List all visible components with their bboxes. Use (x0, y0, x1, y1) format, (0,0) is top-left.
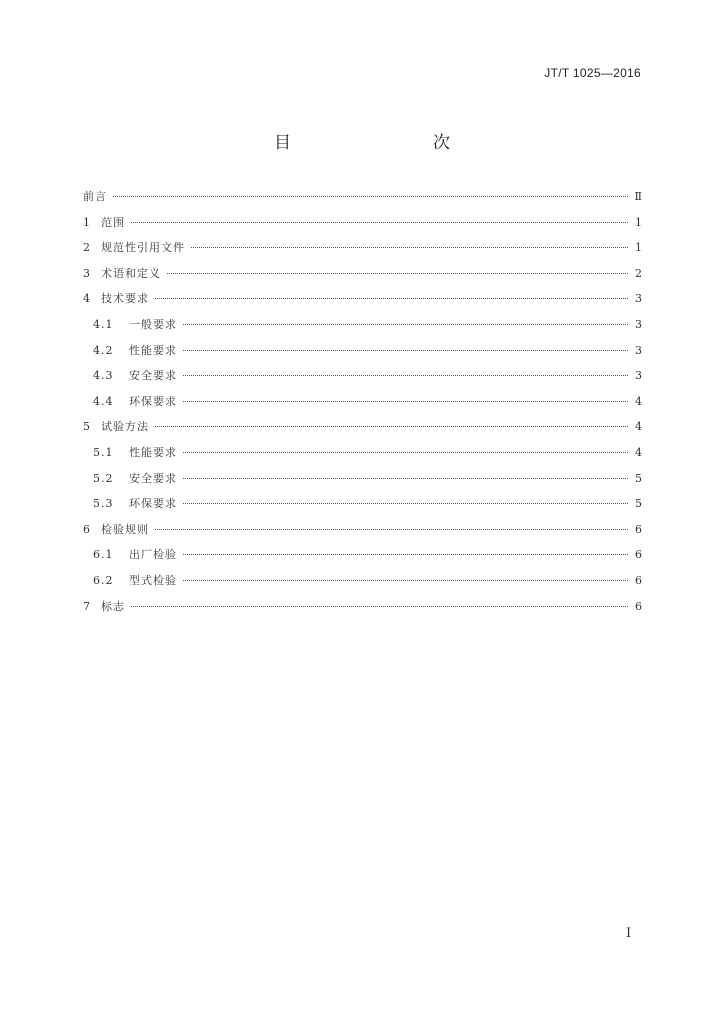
toc-dot-leader (131, 606, 628, 607)
toc-entry[interactable] (83, 342, 642, 368)
toc-entry[interactable] (83, 290, 642, 316)
toc-entry-label: 标志 (101, 599, 125, 613)
standard-code: JT/T 1025—2016 (544, 66, 641, 80)
toc-entry-number: 7 (83, 599, 90, 613)
toc-entry-label: 安全要求 (129, 369, 177, 383)
toc-entry-page: 2 (635, 266, 642, 280)
toc-entry-page: 3 (635, 343, 642, 357)
toc-entry-page: 4 (635, 394, 642, 408)
toc-entry-page: 6 (635, 522, 642, 536)
toc-entry[interactable] (83, 470, 642, 496)
toc-dot-leader (167, 273, 628, 274)
toc-entry[interactable] (83, 367, 642, 393)
toc-entry-number: 5.1 (93, 445, 114, 459)
toc-dot-leader (183, 401, 628, 402)
toc-entry[interactable] (83, 444, 642, 470)
toc-entry-label: 术语和定义 (101, 266, 161, 280)
toc-dot-leader (155, 298, 628, 299)
toc-dot-leader (183, 580, 628, 581)
toc-entry-number: 4.1 (93, 317, 114, 331)
toc-dot-leader (183, 324, 628, 325)
toc-entry-label: 技术要求 (101, 292, 149, 306)
toc-entry-number: 4.3 (93, 369, 114, 383)
toc-entry-label: 前言 (83, 190, 107, 203)
toc-entry-number: 5.3 (93, 497, 114, 511)
toc-entry-number: 4 (83, 292, 90, 306)
toc-entry-number: 4.4 (93, 394, 114, 408)
toc-entry[interactable] (83, 521, 642, 547)
toc-entry-label: 性能要求 (129, 343, 177, 357)
toc-dot-leader (183, 375, 628, 376)
toc-entry-number: 6.2 (93, 573, 114, 587)
toc-entry[interactable] (83, 393, 642, 419)
page-title: 目 次 (274, 133, 486, 153)
toc-entry-number: 1 (83, 215, 90, 229)
toc-dot-leader (183, 554, 628, 555)
toc-entry-number: 6.1 (93, 548, 114, 562)
toc-entry-page: 6 (635, 548, 642, 562)
toc-entry-page: 3 (635, 317, 642, 331)
toc-dot-leader (113, 196, 628, 197)
toc-entry-page: 3 (635, 369, 642, 383)
toc-entry-page: 1 (635, 215, 642, 229)
toc-dot-leader (183, 350, 628, 351)
toc-entry-page: 3 (635, 292, 642, 306)
toc-entry-page: 6 (635, 599, 642, 613)
toc-entry[interactable] (83, 418, 642, 444)
toc-dot-leader (183, 503, 628, 504)
toc-entry-label: 型式检验 (129, 573, 177, 587)
toc-entry-label: 检验规则 (101, 522, 149, 536)
toc-entry-label: 出厂检验 (129, 548, 177, 562)
toc-entry-label: 安全要求 (129, 471, 177, 485)
toc-dot-leader (155, 426, 628, 427)
toc-entry-number: 6 (83, 522, 90, 536)
toc-entry-number: 5 (83, 420, 90, 434)
toc-entry[interactable] (83, 214, 642, 240)
toc-entry[interactable] (83, 188, 642, 214)
table-of-contents (83, 188, 642, 623)
toc-entry-number: 3 (83, 266, 90, 280)
toc-entry-label: 一般要求 (129, 317, 177, 331)
page-number: Ⅰ (626, 926, 632, 941)
toc-entry-page: 5 (635, 471, 642, 485)
toc-entry[interactable] (83, 546, 642, 572)
toc-entry[interactable] (83, 598, 642, 624)
toc-dot-leader (131, 222, 628, 223)
toc-entry[interactable] (83, 316, 642, 342)
toc-entry-page: 6 (635, 573, 642, 587)
toc-entry-number: 5.2 (93, 471, 114, 485)
toc-entry-number: 2 (83, 241, 90, 255)
toc-entry-number: 4.2 (93, 343, 114, 357)
toc-entry-label: 规范性引用文件 (101, 241, 185, 255)
toc-dot-leader (155, 529, 628, 530)
toc-entry[interactable] (83, 265, 642, 291)
toc-dot-leader (183, 452, 628, 453)
toc-entry-page: 4 (635, 445, 642, 459)
toc-entry-label: 环保要求 (129, 497, 177, 511)
toc-entry-page: 4 (635, 420, 642, 434)
toc-entry-label: 试验方法 (101, 420, 149, 434)
toc-entry-page: 5 (635, 497, 642, 511)
toc-dot-leader (191, 247, 628, 248)
toc-entry-label: 环保要求 (129, 394, 177, 408)
toc-entry[interactable] (83, 239, 642, 265)
toc-entry-label: 性能要求 (129, 445, 177, 459)
toc-entry-label: 范围 (101, 215, 125, 229)
toc-entry[interactable] (83, 495, 642, 521)
toc-entry[interactable] (83, 572, 642, 598)
toc-entry-page: Ⅱ (634, 190, 642, 203)
toc-dot-leader (183, 478, 628, 479)
toc-entry-page: 1 (635, 241, 642, 255)
